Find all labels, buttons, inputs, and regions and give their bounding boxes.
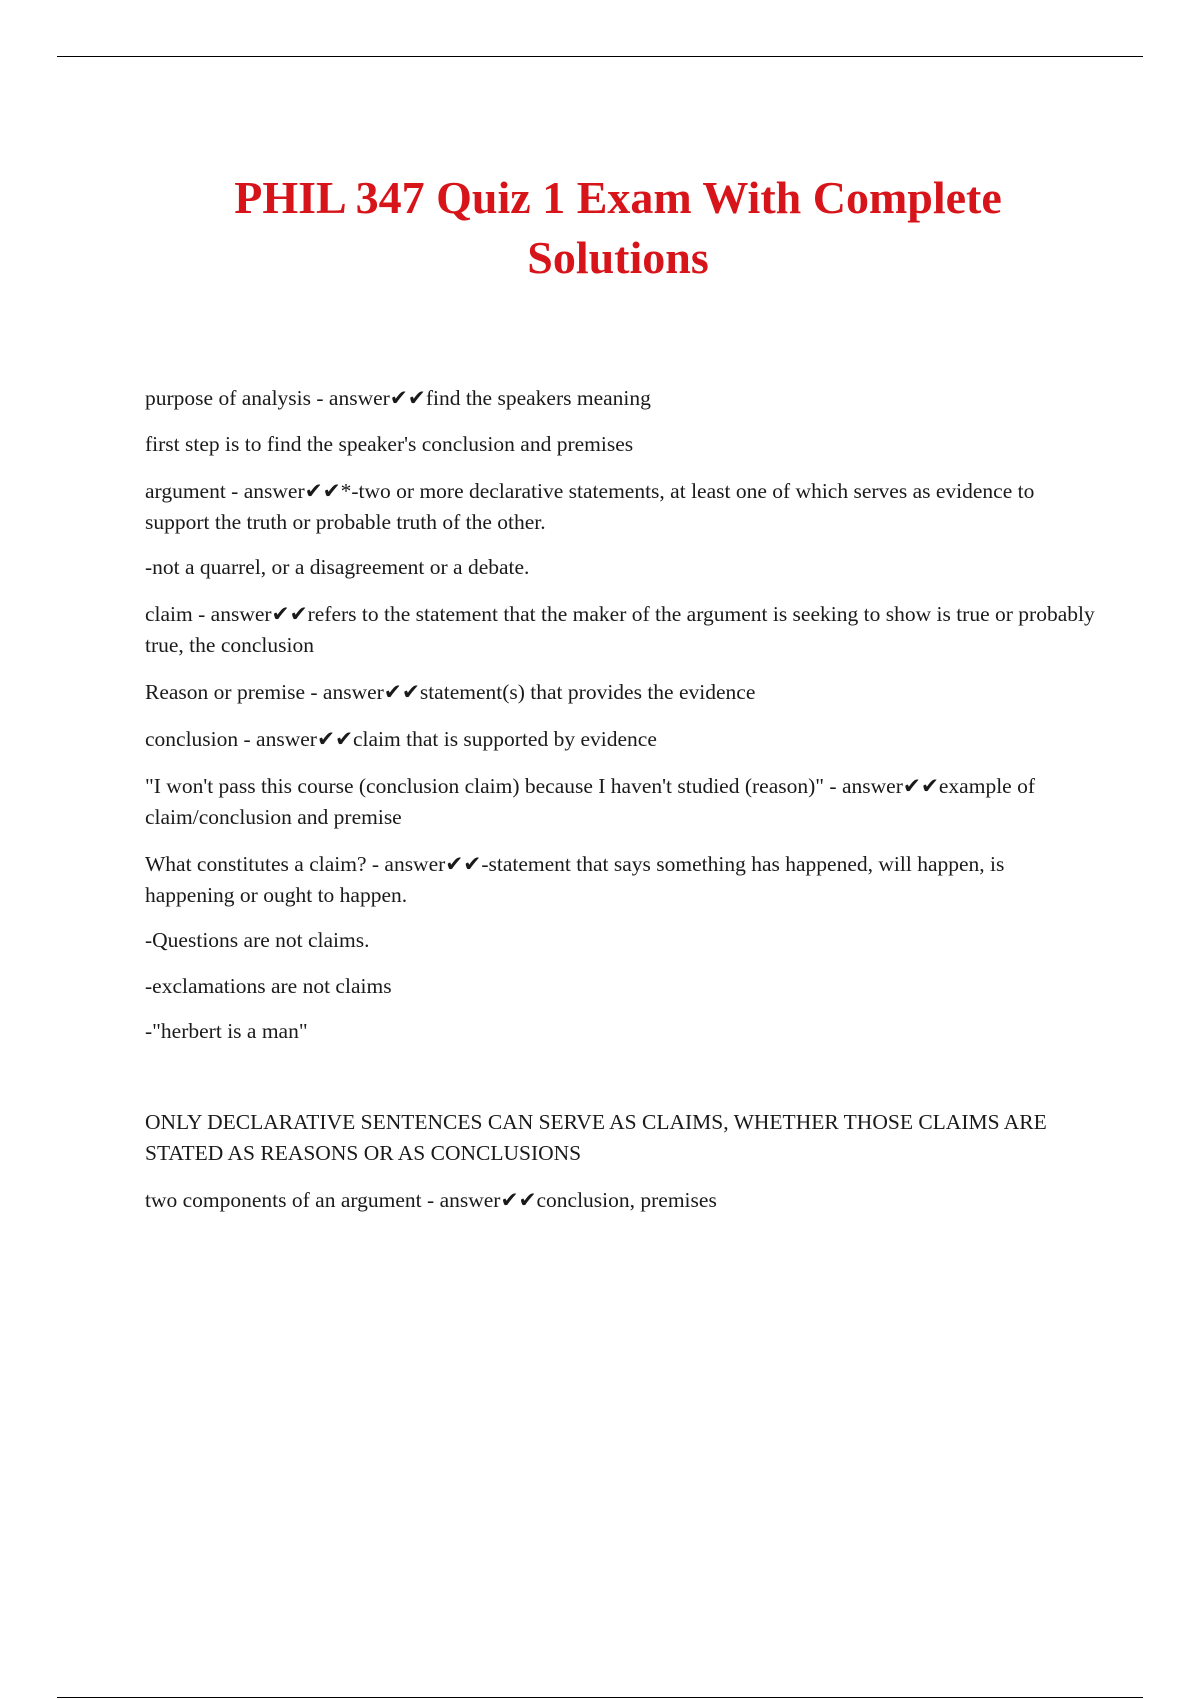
bottom-rule (57, 1697, 1143, 1698)
qa-purpose-of-analysis: purpose of analysis - answer✔✔find the speakers meaning (145, 386, 651, 410)
qa-reason-or-premise: Reason or premise - answer✔✔statement(s) that provides the evidence (145, 680, 756, 704)
text-questions-not-claims: -Questions are not claims. (145, 928, 370, 952)
qa-argument: argument - answer✔✔*-two or more declarative statements, at least one of which serves as evidence to support the truth or probable truth of the other. (145, 479, 1040, 534)
document-title (0, 168, 1200, 288)
text-declarative-sentences-note: ONLY DECLARATIVE SENTENCES CAN SERVE AS CLAIMS, WHETHER THOSE CLAIMS ARE STATED AS REASONS OR AS CONCLUSIONS (145, 1110, 1053, 1165)
title-line-2: Solutions (527, 232, 709, 283)
document-body (145, 383, 1101, 1216)
text-exclamations-not-claims: -exclamations are not claims (145, 974, 392, 998)
text-herbert-is-a-man: -"herbert is a man" (145, 1019, 308, 1043)
qa-conclusion: conclusion - answer✔✔claim that is supported by evidence (145, 727, 657, 751)
qa-claim: claim - answer✔✔refers to the statement that the maker of the argument is seeking to show is true or probably true, the conclusion (145, 602, 1101, 657)
qa-what-constitutes-a-claim: What constitutes a claim? - answer✔✔-statement that says something has happened, will happen, is happening or ought to happen. (145, 852, 1010, 907)
title-line-1: PHIL 347 Quiz 1 Exam With Complete (234, 172, 1002, 223)
qa-two-components: two components of an argument - answer✔✔conclusion, premises (145, 1188, 717, 1212)
qa-example-claim-premise: "I won't pass this course (conclusion claim) because I haven't studied (reason)" - answer✔✔example of claim/conclusion and premise (145, 774, 1041, 829)
text-not-a-quarrel: -not a quarrel, or a disagreement or a debate. (145, 555, 530, 579)
top-rule (57, 56, 1143, 57)
text-first-step: first step is to find the speaker's conclusion and premises (145, 432, 634, 456)
